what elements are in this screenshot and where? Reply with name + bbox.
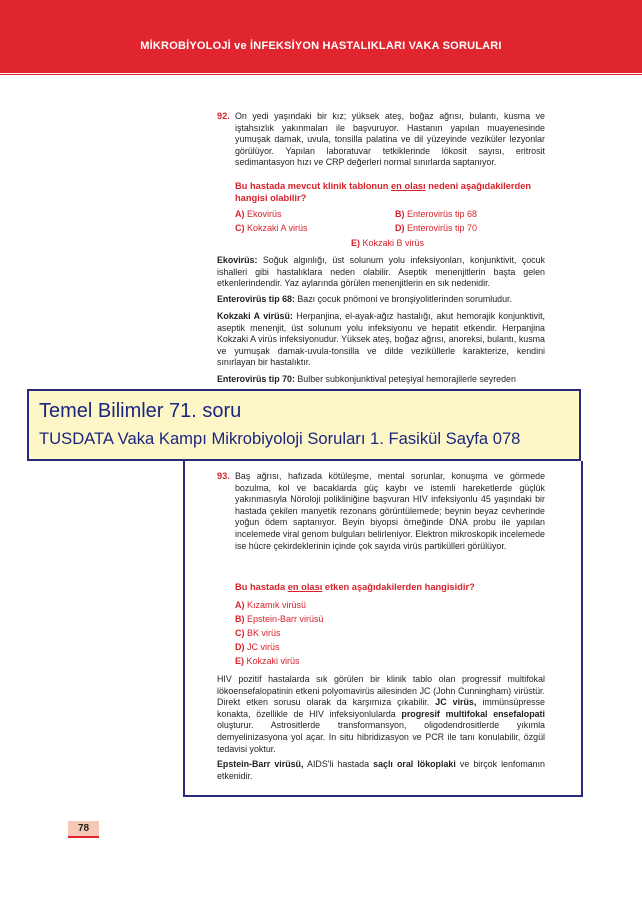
q93-option-a: A) Kızamık virüsü (235, 600, 307, 610)
question-92-prompt: Bu hastada mevcut klinik tablonun en olası nedeni aşağıdakilerden hangisi olabilir? (235, 181, 532, 203)
q92-option-d: D) Enterovirüs tip 70 (395, 223, 478, 233)
q92-explanation-ekovirus: Ekovirüs: Soğuk algınlığı, üst solunum yolu infeksiyonları, konjunktivit, çocuk ishalleri gibi hastalıklara neden olabilir. Aseptik menenjitlerin başta gelen etkenlerindendir. Yaz aylarında görülen menenjitlerin en sık nedenidir. (217, 255, 545, 289)
q92-option-a: A) Ekovirüs (235, 209, 282, 219)
question-92-stem: On yedi yaşındaki bir kız; yüksek ateş, boğaz ağrısı, bulantı, kusma ve iştahsızlık yakınmaları ile başvuruyor. Hastanın yapılan muayenesinde yumuşak damak, uvula, tonsilla palatina ve dil yüzeyinde veziküler lezyonlar görülüyor. Yapılan laboratuvar tetkiklerinde lökosit sayısı, eritrosit sedimantasyon hızı ve CRP değerleri normal sınırlarda saptanıyor. (235, 111, 545, 168)
q93-option-b: B) Epstein-Barr virüsü (235, 614, 324, 624)
question-93-prompt: Bu hastada en olası etken aşağıdakilerden hangisidir? (235, 582, 475, 592)
q92-explanation-kokzaki-a: Kokzaki A virüsü: Herpanjina, el-ayak-ağız hastalığı, akut hemorajik konjunktivit, aseptik menenjit, üst solunum yolu infeksiyonu ve hepatit etkendir. Herpanjina Kokzaki A virüs infeksiyonudur. Yüksek ateş, boğaz ağrısı, anoreksi, bulantı, kusma ve yumuşak damak-uvula-tonsilla ve dilde veziküllerle karakterize, kendini sınırlayan bir hastalıktır. (217, 311, 546, 368)
q92-option-e: E) Kokzaki B virüs (351, 238, 425, 248)
header-title: MİKROBİYOLOJİ ve İNFEKSİYON HASTALIKLARI VAKA SORULARI (140, 40, 502, 52)
q93-explanation-jc: HIV pozitif hastalarda sık görülen bir klinik tablo olan progressif multifokal lökoensefalopatinin etkeni polyomavirüs ailesinden JC (John Cunningham) virüstür. Direkt etken sorusu olarak da karşımıza çıkabilir. JC virüs, immünsüpresse konakta, özellikle de HIV infeksiyonlularda progresif multifokal ensefalopati oluşturur. Astrositlerde transformansyon, oligodendrositlerde yıkımla demyelinizasyona yol açar. In situ hibridizasyon ve PCR ile tanı konulabilir, özgül tedavisi yoktur. (217, 674, 545, 754)
header-banner (0, 0, 642, 73)
q93-option-c: C) BK virüs (235, 628, 281, 638)
q92-explanation-ev70: Enterovirüs tip 70: Bulber subkonjunktival peteşiyal hemorajilerle seyreden (217, 374, 516, 384)
page-number: 78 (68, 821, 99, 836)
question-92-number: 92. (217, 111, 230, 121)
source-caption-box (27, 389, 581, 461)
question-93-stem: Baş ağrısı, hafızada kötüleşme, mental sorunlar, konuşma ve görmede bozulma, kol ve bacaklarda güç kaybı ve istemli hareketlerde güçlük yakınmasıyla Nöroloji polikliniğine başvuran HIV infeksiyonlu 45 yaşındaki bir hastada çekilen manyetik rezonans görüntülemede; beynin beyaz cevherinde yoğun ödem saptanıyor. Beyin biyopsi örneğinde DNA probu ile yapılan incelemede viral genom bulguları belirleniyor. Elektron mikroskopik incelemede ise hücre çekirdeklerinin içinde çok sayıda virüs partikülleri görülüyor. (235, 471, 545, 551)
q92-explanation-ev68: Enterovirüs tip 68: Bazı çocuk pnömoni ve bronşiyolitlerinden sorumludur. (217, 294, 512, 304)
q93-option-d: D) JC virüs (235, 642, 280, 652)
q92-option-c: C) Kokzaki A virüs (235, 223, 308, 233)
page-number-rule (68, 836, 99, 838)
q93-explanation-ebv: Epstein-Barr virüsü, AIDS'li hastada saçlı oral lökoplaki ve birçok lenfomanın etkenidir. (217, 759, 545, 781)
q92-option-b: B) Enterovirüs tip 68 (395, 209, 478, 219)
source-caption-subtitle: TUSDATA Vaka Kampı Mikrobiyoloji Soruları 1. Fasikül Sayfa 078 (39, 429, 521, 448)
q93-option-e: E) Kokzaki virüs (235, 656, 300, 666)
source-caption-title: Temel Bilimler 71. soru (39, 400, 242, 422)
header-rule (0, 74, 642, 75)
question-93-number: 93. (217, 471, 230, 481)
